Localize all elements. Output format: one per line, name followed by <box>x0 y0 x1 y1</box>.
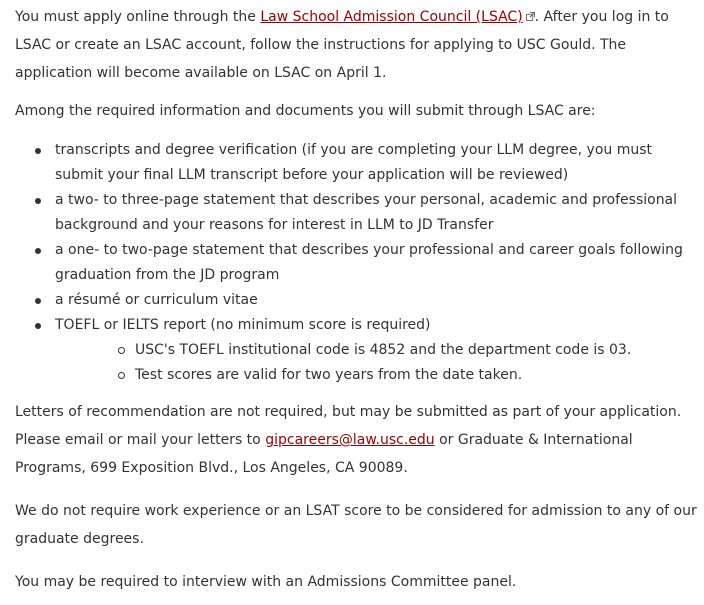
requirements-list <box>15 138 699 388</box>
sub-list-item-text: Test scores are valid for two years from the date taken. <box>135 367 523 383</box>
list-item <box>15 188 699 238</box>
intro-text-before: You must apply online through the <box>15 9 261 25</box>
experience-paragraph: We do not require work experience or an LSAT score to be considered for admission to any of our graduate degrees. <box>15 503 697 547</box>
sub-list-item-text: USC's TOEFL institutional code is 4852 and the department code is 03. <box>135 342 632 358</box>
list-item <box>15 288 699 313</box>
interview-paragraph: You may be required to interview with an Admissions Committee panel. <box>15 574 517 590</box>
intro-paragraph <box>15 3 699 87</box>
bullet-icon <box>35 248 41 254</box>
bullet-icon <box>35 323 41 329</box>
email-link[interactable]: gipcareers@law.usc.edu <box>265 432 435 448</box>
bullet-icon <box>35 198 41 204</box>
list-item <box>15 238 699 288</box>
intro-text-after: . After you log in to LSAC or create an LSAC account, follow the instructions for applying to USC Gould. The application will become available on LSAC on April 1. <box>15 9 669 81</box>
bullet-icon <box>35 298 41 304</box>
sub-list-item <box>55 363 699 388</box>
list-item-text: a two- to three-page statement that describes your personal, academic and professional background and your reasons for interest in LLM to JD Transfer <box>55 192 678 233</box>
letters-text-before: Letters of recommendation are not required, but may be submitted as part of your application. Please email or mail your letters to <box>15 404 682 448</box>
bullet-icon <box>35 148 41 154</box>
lsac-link[interactable]: Law School Admission Council (LSAC) <box>260 9 523 25</box>
circle-bullet-icon <box>118 372 125 379</box>
list-item <box>15 138 699 188</box>
toefl-notes-list <box>55 338 699 388</box>
list-item-text: a one- to two-page statement that describes your professional and career goals following graduation from the JD program <box>55 242 683 283</box>
list-item-text: TOEFL or IELTS report (no minimum score is required) <box>55 317 431 333</box>
circle-bullet-icon <box>118 347 125 354</box>
list-item <box>15 313 699 388</box>
sub-list-item <box>55 338 699 363</box>
letters-paragraph <box>15 398 699 482</box>
letters-text-after: or Graduate & International Programs, 699 Exposition Blvd., Los Angeles, CA 90089. <box>15 432 633 476</box>
list-item-text: a résumé or curriculum vitae <box>55 292 258 308</box>
required-intro: Among the required information and documents you will submit through LSAC are: <box>15 103 596 119</box>
main-content <box>15 3 699 596</box>
list-item-text: transcripts and degree verification (if you are completing your LLM degree, you must submit your final LLM transcript before your application will be reviewed) <box>55 142 653 183</box>
external-link-icon <box>526 12 535 21</box>
